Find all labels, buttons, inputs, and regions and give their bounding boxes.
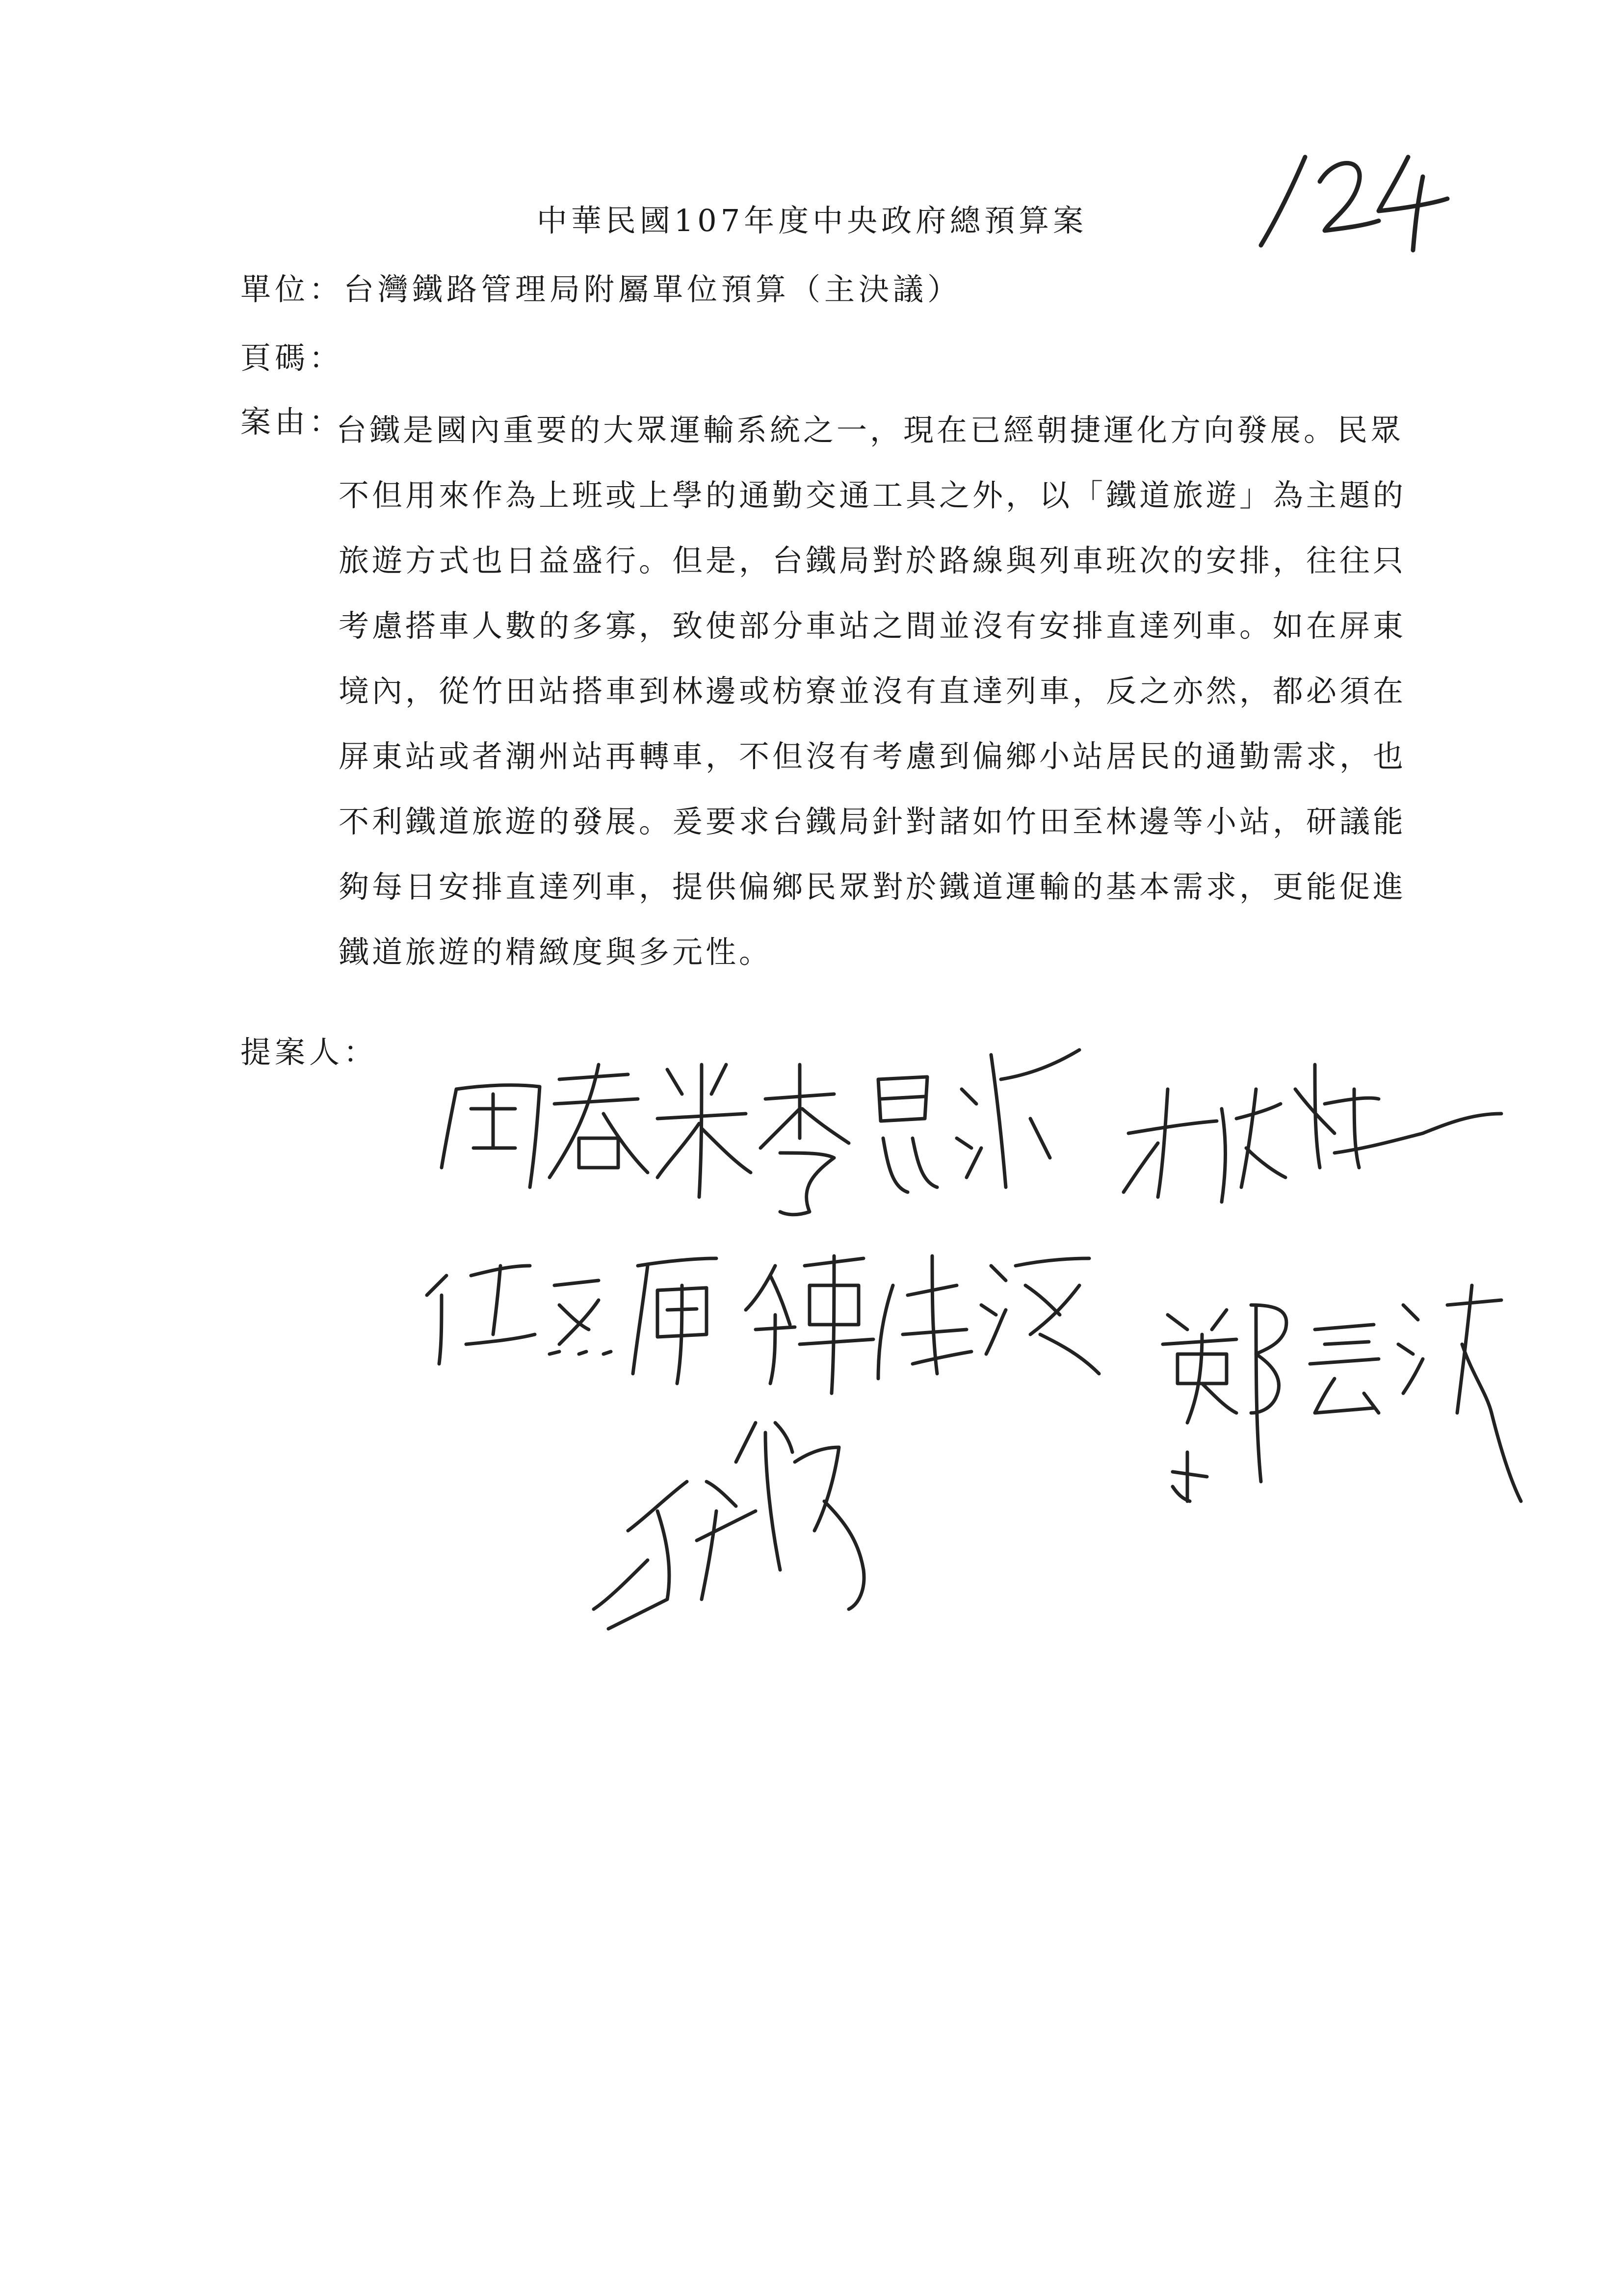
signature-he-xinchun <box>427 1258 716 1383</box>
page-label: 頁碼： <box>240 340 344 376</box>
reason-body <box>336 397 1407 985</box>
proposer-label: 提案人： <box>240 1034 378 1070</box>
page-field <box>240 334 343 377</box>
signature-zhong-jiabin <box>746 1256 1099 1393</box>
reason-line: 不但用來作為上班或上學的通勤交通工具之外，以「鐵道旅遊」為主題的 <box>339 477 1407 513</box>
signature-zhou-chunmi <box>442 1065 751 1197</box>
reason-line: 台鐵是國內重要的大眾運輸系統之一，現在已經朝捷運化方向發展。民眾 <box>336 412 1404 448</box>
reason-label: 案由： <box>240 404 344 440</box>
unit-field <box>240 265 962 309</box>
reason-line: 鐵道旅遊的精緻度與多元性。 <box>339 934 773 970</box>
signature-lin-junxian <box>1124 1065 1501 1202</box>
document-title: 中華民國107年度中央政府總預算案 <box>536 203 1088 238</box>
signature-liu-jianguo <box>594 1423 864 1629</box>
reason-line: 屏東站或者潮州站再轉車，不但沒有考慮到偏鄉小站居民的通勤需求，也 <box>339 738 1407 774</box>
unit-label: 單位： <box>240 271 344 307</box>
unit-value: 台灣鐵路管理局附屬單位預算（主決議） <box>343 271 962 307</box>
signatures <box>393 991 1570 1678</box>
reason-line: 旅遊方式也日益盛行。但是，台鐵局對於路線與列車班次的安排，往往只 <box>339 543 1407 578</box>
reason-line: 不利鐵道旅遊的發展。爰要求台鐵局針對諸如竹田至林邊等小站，研議能 <box>339 804 1407 839</box>
reason-line: 夠每日安排直達列車，提供偏鄉民眾對於鐵道運輸的基本需求，更能促進 <box>339 869 1407 905</box>
signature-zheng-yunqing <box>1163 1285 1521 1501</box>
reason-line: 境內，從竹田站搭車到林邊或枋寮並沒有直達列車，反之亦然，都必須在 <box>339 673 1407 709</box>
reason-line: 考慮搭車人數的多寡，致使部分車站之間並沒有安排直達列車。如在屏東 <box>339 608 1407 644</box>
signature-li-kunze <box>760 1050 1079 1215</box>
